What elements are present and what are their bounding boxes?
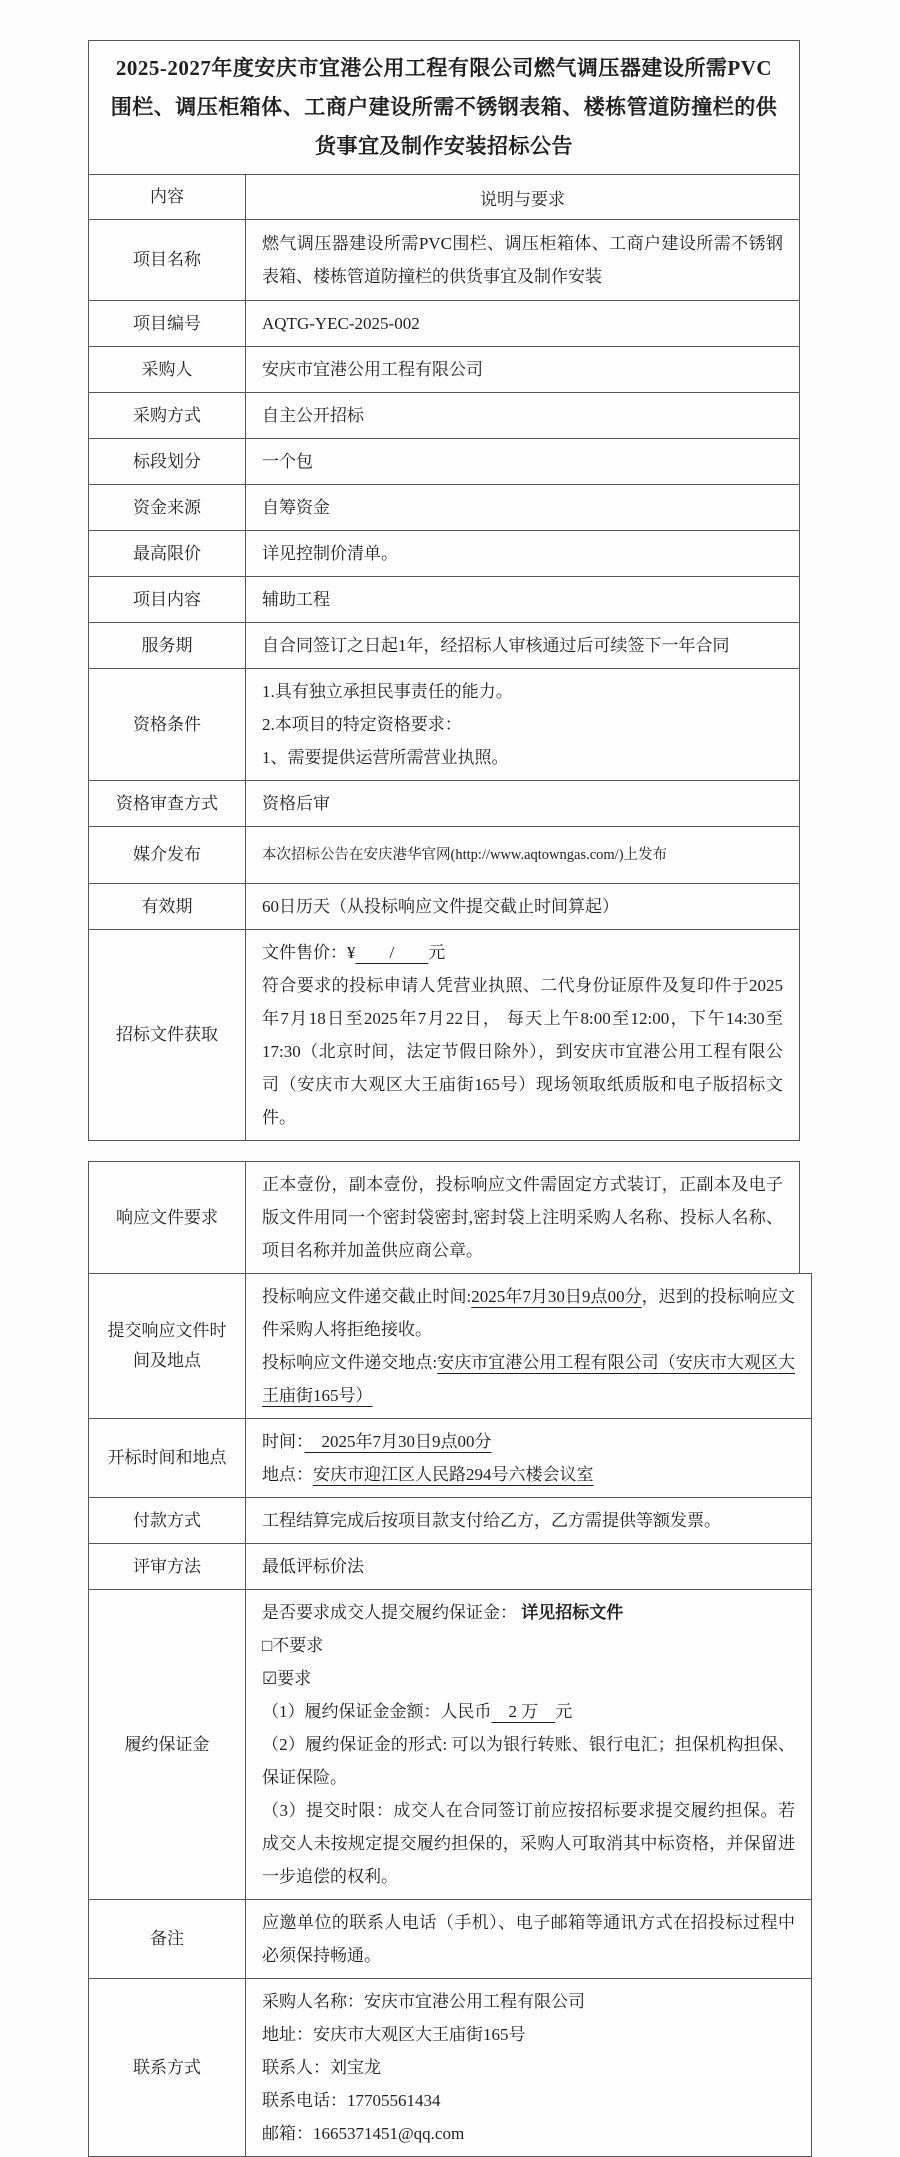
contact-email: 邮箱：1665371451@qq.com [262,2124,465,2143]
doc-price-suffix: 元 [428,943,446,962]
project-no-value: AQTG-YEC-2025-002 [262,314,420,333]
sections-value: 一个包 [262,452,313,471]
row-label: 联系方式 [89,1979,246,2156]
row-max-price [88,530,800,577]
row-opening [88,1418,812,1498]
funding-value: 自筹资金 [262,498,330,517]
row-label: 资格条件 [89,669,246,780]
bond-amount-suffix: 元 [555,1702,573,1721]
contact-address: 地址：安庆市大观区大王庙街165号 [262,2025,526,2044]
row-payment [88,1497,812,1544]
submission-deadline-date: 2025年7月30日9点00分 [471,1287,642,1306]
secondary-info-table [88,1161,900,2157]
submission-deadline-prefix: 投标响应文件递交截止时间: [262,1287,472,1306]
row-label: 履约保证金 [89,1590,246,1899]
row-qualification [88,668,800,781]
qualification-line-1: 1.具有独立承担民事责任的能力。 [262,682,513,701]
qualification-line-2: 2.本项目的特定资格要求： [262,715,462,734]
row-media [88,826,800,884]
bond-question-answer: 详见招标文件 [521,1603,624,1622]
row-validity [88,883,800,930]
bond-amount-value: 2 万 [491,1702,556,1721]
opening-time-label: 时间： [262,1432,305,1451]
row-doc-obtain [88,929,800,1141]
submission-deadline-line [262,1280,795,1346]
remark-value: 应邀单位的联系人电话（手机）、电子邮箱等通讯方式在招投标过程中必须保持畅通。 [262,1913,795,1965]
row-project-content [88,576,800,623]
row-label: 评审方法 [89,1544,246,1589]
review-method-value: 资格后审 [262,794,330,813]
project-name-value: 燃气调压器建设所需PVC围栏、调压柜箱体、工商户建设所需不锈钢表箱、楼栋管道防撞栏的供货事宜及制作安装 [262,234,783,286]
row-project-no [88,300,800,347]
header-row [88,174,800,220]
doc-obtain-paragraph: 符合要求的投标申请人凭营业执照、二代身份证原件及复印件于2025年7月18日至2025年7月22日， 每天上午8:00至12:00，下午14:30至17:30（北京时间，法定节假日除外），到安庆市宜港公用工程有限公司（安庆市大观区大王庙街165号）现场领取纸质版和电子版招标文件。 [262,976,783,1127]
bond-option-required-checked: ☑要求 [262,1669,312,1688]
opening-time-value: 2025年7月30日9点00分 [304,1432,492,1451]
row-label: 项目内容 [89,577,246,622]
row-label: 采购方式 [89,393,246,438]
bond-amount-prefix: （1）履约保证金金额：人民币 [262,1702,492,1721]
row-sections [88,438,800,485]
evaluation-value: 最低评标价法 [262,1557,364,1576]
doc-price-prefix: 文件售价：¥ [262,943,356,962]
doc-price-blank: / [355,943,429,962]
qualification-line-3: 1、需要提供运营所需营业执照。 [262,748,509,767]
bond-question-line [262,1596,795,1629]
row-label: 付款方式 [89,1498,246,1543]
page-title: 2025-2027年度安庆市宜港公用工程有限公司燃气调压器建设所需PVC围栏、调压柜箱体、工商户建设所需不锈钢表箱、楼栋管道防撞栏的供货事宜及制作安装招标公告 [110,56,778,158]
row-review-method [88,780,800,827]
payment-value: 工程结算完成后按项目款支付给乙方，乙方需提供等额发票。 [262,1511,721,1530]
row-label: 采购人 [89,347,246,392]
contact-phone: 联系电话：17705561434 [262,2091,441,2110]
opening-place-value: 安庆市迎江区人民路294号六楼会议室 [313,1465,594,1484]
row-label: 有效期 [89,884,246,929]
submission-deadline-suffix: ，迟到的投标响应文件采购人将拒绝接收。 [262,1287,795,1339]
row-response-doc [88,1161,800,1274]
max-price-value: 详见控制价清单。 [262,544,398,563]
bond-deadline-line: （3）提交时限：成交人在合同签订前应按招标要求提交履约担保。若成交人未按规定提交履约担保的，采购人可取消其中标资格，并保留进一步追偿的权利。 [262,1801,795,1886]
row-label: 招标文件获取 [89,930,246,1140]
project-content-value: 辅助工程 [262,590,330,609]
media-value: 本次招标公告在安庆港华官网(http://www.aqtowngas.com/)上发布 [262,846,668,863]
doc-price-line [262,936,783,969]
row-label: 项目名称 [89,220,246,300]
row-submission [88,1273,812,1419]
header-col-requirements: 说明与要求 [480,189,565,209]
method-value: 自主公开招标 [262,406,364,425]
row-label: 最高限价 [89,531,246,576]
row-project-name [88,219,800,301]
row-label: 备注 [89,1900,246,1978]
submission-place-line [262,1346,795,1412]
row-label: 响应文件要求 [89,1162,246,1273]
response-doc-value: 正本壹份，副本壹份，投标响应文件需固定方式装订，正副本及电子版文件用同一个密封袋密封,密封袋上注明采购人名称、投标人名称、项目名称并加盖供应商公章。 [262,1175,783,1260]
row-label: 标段划分 [89,439,246,484]
title-row [88,40,800,175]
opening-place-line [262,1458,795,1491]
contact-person: 联系人：刘宝龙 [262,2058,381,2077]
main-info-table [88,40,900,1141]
opening-time-line [262,1425,795,1458]
row-label: 项目编号 [89,301,246,346]
purchaser-value: 安庆市宜港公用工程有限公司 [262,360,483,379]
header-col-content: 内容 [89,175,246,219]
row-label: 提交响应文件时间及地点 [89,1274,246,1418]
bond-option-not-required: □不要求 [262,1636,324,1655]
row-service-period [88,622,800,669]
row-bond [88,1589,812,1900]
opening-place-label: 地点： [262,1465,313,1484]
bond-form-line: （2）履约保证金的形式: 可以为银行转账、银行电汇；担保机构担保、保证保险。 [262,1735,795,1787]
row-purchaser [88,346,800,393]
row-contact [88,1978,812,2157]
row-label: 资格审查方式 [89,781,246,826]
row-label: 资金来源 [89,485,246,530]
service-period-value: 自合同签订之日起1年，经招标人审核通过后可续签下一年合同 [262,636,730,655]
row-label: 服务期 [89,623,246,668]
validity-value: 60日历天（从投标响应文件提交截止时间算起） [262,897,619,916]
contact-name: 采购人名称：安庆市宜港公用工程有限公司 [262,1992,585,2011]
row-method [88,392,800,439]
bond-question-prefix: 是否要求成交人提交履约保证金： [262,1603,522,1622]
row-label: 媒介发布 [89,827,246,883]
row-label: 开标时间和地点 [89,1419,246,1497]
bond-amount-line [262,1695,795,1728]
submission-place-prefix: 投标响应文件递交地点: [262,1353,438,1372]
row-funding [88,484,800,531]
row-evaluation [88,1543,812,1590]
submission-place-address: 安庆市宜港公用工程有限公司（安庆市大观区大王庙街165号） [262,1353,795,1405]
row-remark [88,1899,812,1979]
